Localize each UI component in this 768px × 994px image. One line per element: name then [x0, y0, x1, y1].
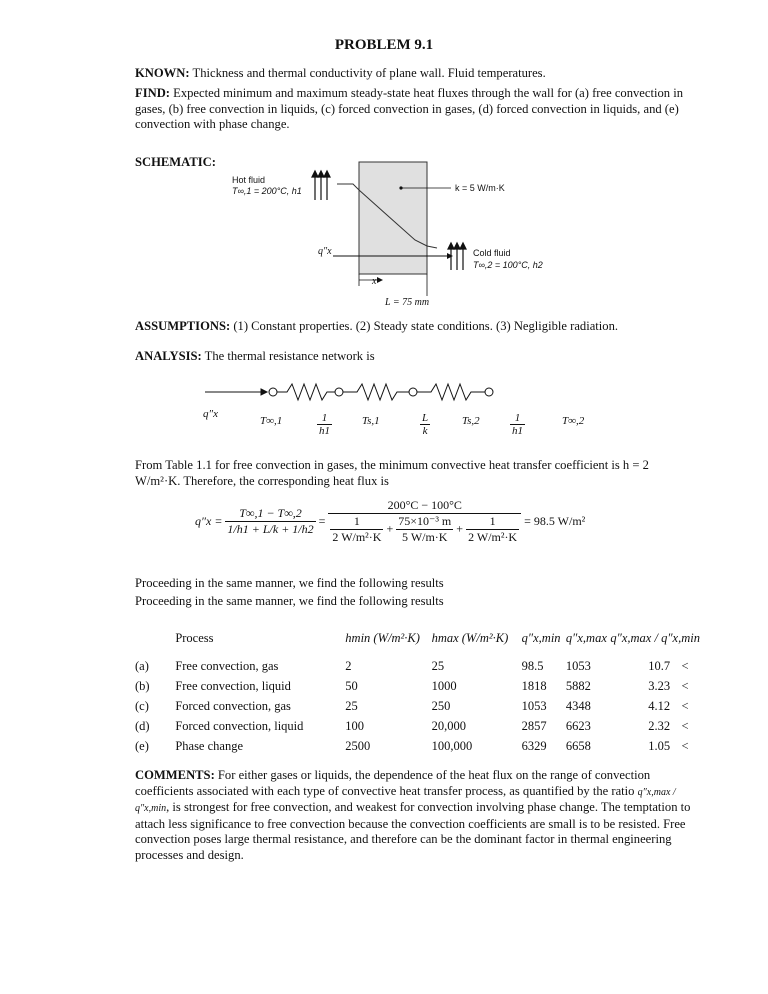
- equation-result: = 98.5 W/m²: [524, 514, 586, 528]
- table-row: (d) Forced convection, liquid 100 20,000 2857 6623 2.32 <: [135, 718, 689, 733]
- k-label: k = 5 W/m·K: [455, 183, 505, 193]
- proceeding-text-1: Proceeding in the same manner, we find the following results: [135, 576, 444, 590]
- table-ref-text: From Table 1.1 for free convection in gases, the minimum convective heat transfer coefficient is h = 2 W/m²·K. Therefore, the corresponding heat flux is: [135, 458, 649, 488]
- network-r1: $\frac{1}{h1}$: [319, 412, 330, 437]
- comments-ratio: q″x,max / q″x,min: [135, 786, 676, 814]
- thickness-label: L = 75 mm: [385, 297, 430, 308]
- results-table: [135, 628, 700, 756]
- find-label: FIND:: [135, 86, 170, 100]
- equation-symbolic: $\frac{T\infty,1 - T\infty,2}{1/h1 + L/k + 1/h2}$: [227, 506, 314, 536]
- header-qmin: q″x,min: [521, 630, 561, 645]
- equation-lhs: q″x =: [195, 514, 223, 528]
- cold-fluid-temp: T∞,2 = 100°C, h2: [473, 260, 543, 270]
- table-row: (c) Forced convection, gas 25 250 1053 4348 4.12 <: [135, 698, 689, 713]
- network-node-3: Ts,2: [462, 415, 480, 427]
- header-qmax: q″x,max: [565, 630, 607, 645]
- schematic-label: SCHEMATIC:: [135, 155, 216, 169]
- table-row: (b) Free convection, liquid 50 1000 1818 5882 3.23 <: [135, 678, 689, 693]
- header-ratio: q″x,max / q″x,min: [610, 630, 700, 645]
- cold-fluid-label: Cold fluid: [473, 248, 511, 258]
- table-header-row: [135, 628, 700, 648]
- network-flux-label: q″x: [203, 408, 218, 420]
- table-row: (e) Phase change 2500 100,000 6329 6658 1.05 <: [135, 738, 689, 753]
- hot-flow-arrows-icon: [312, 171, 330, 200]
- assumptions-label: ASSUMPTIONS:: [135, 319, 231, 333]
- resistance-network: [205, 378, 585, 408]
- table-row: (a) Free convection, gas 2 25 98.5 1053 10.7 <: [135, 658, 689, 673]
- network-r3: $\frac{1}{h1}$: [512, 412, 523, 437]
- header-hmax: hmax (W/m²·K): [431, 630, 509, 645]
- heat-flux-equation: q″x = $\frac{T\infty,1 - T\infty,2}{1/h1 + L/k + 1/h2}$ = 200°C − 100°C $\frac{1}{\text{2 W/m²·K}}$ + $\frac{\text{75×10⁻³ m}}{5 W/m\cdot K}$ + $\frac{1}{\text{2 W/m²·K}}$ = 98.5 W/m²: [195, 498, 586, 544]
- header-process: Process: [175, 630, 214, 645]
- hot-fluid-temp: T∞,1 = 200°C, h1: [232, 186, 302, 196]
- schematic-diagram: [225, 160, 585, 310]
- flux-label: q″x: [318, 246, 332, 257]
- assumptions-section: [135, 319, 695, 335]
- comments-text-2: , is strongest for free convection, and weakest for convection involving phase change. The temptation to attach less significance to free convection because the convection coefficients are small is to be resisted. Free convection poses large thermal resistance, and therefore can be the dominant factor in thermal engineering processes and design.: [135, 800, 691, 862]
- network-r2: $\frac{L}{k}$: [422, 412, 429, 437]
- page-title: PROBLEM 9.1: [334, 37, 434, 53]
- comments-label: COMMENTS:: [135, 768, 215, 782]
- known-label: KNOWN:: [135, 66, 190, 80]
- proceeding-text-2: Proceeding in the same manner, we find the following results: [135, 594, 444, 608]
- wall-rect: [359, 162, 427, 274]
- find-section: [135, 86, 695, 133]
- analysis-text: The thermal resistance network is: [204, 349, 375, 363]
- network-node-1: T∞,1: [260, 415, 283, 427]
- analysis-section: [135, 349, 695, 365]
- known-section: [135, 66, 695, 82]
- analysis-label: ANALYSIS:: [135, 349, 202, 363]
- comments-text-1: For either gases or liquids, the dependence of the heat flux on the range of convection coefficients associated with each type of convective heat transfer process, as quantified by the ratio: [135, 768, 651, 798]
- comments-section: [135, 768, 695, 863]
- x-label: x: [372, 276, 377, 287]
- header-hmin: hmin (W/m²·K): [345, 630, 420, 645]
- known-text: Thickness and thermal conductivity of plane wall. Fluid temperatures.: [192, 66, 546, 80]
- hot-fluid-label: Hot fluid: [232, 175, 266, 185]
- assumptions-text: (1) Constant properties. (2) Steady state conditions. (3) Negligible radiation.: [233, 319, 619, 333]
- find-text: Expected minimum and maximum steady-state heat fluxes through the wall for (a) free convection in gases, (b) free convection in liquids, (c) forced convection in gases, (d) forced convection in liquids, and (e) convection with phase change.: [135, 86, 684, 131]
- network-node-4: T∞,2: [562, 415, 585, 427]
- equation-numeric: 200°C − 100°C $\frac{1}{\text{2 W/m²·K}}$ + $\frac{\text{75×10⁻³ m}}{5 W/m\cdot K}$ + $\frac{1}{\text{2 W/m²·K}}$: [328, 498, 521, 545]
- network-node-2: Ts,1: [362, 415, 380, 427]
